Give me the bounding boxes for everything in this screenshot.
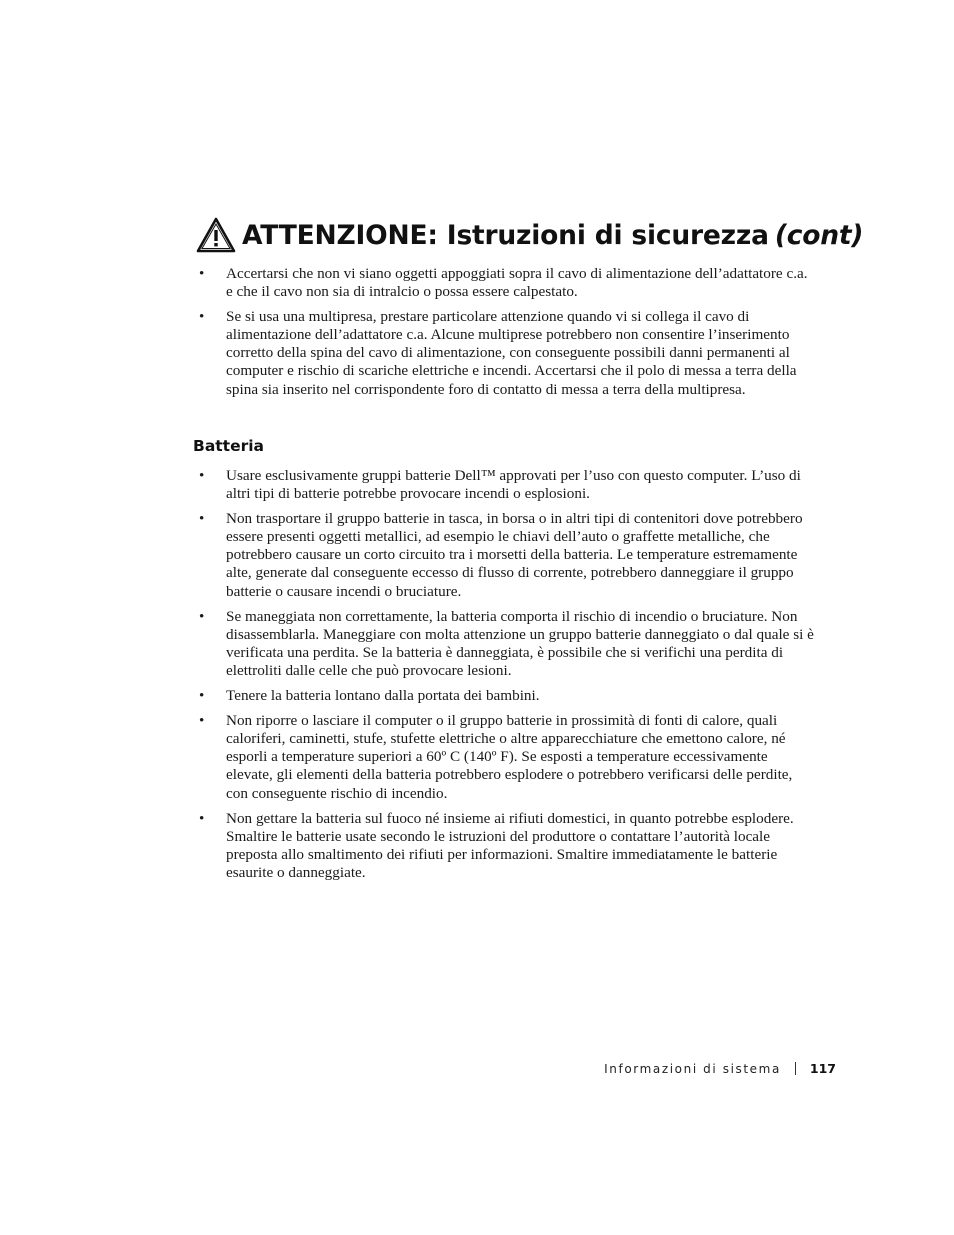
bullet-icon: • (199, 510, 205, 528)
section-heading-batteria: Batteria (193, 437, 265, 455)
list-item: • Non trasportare il gruppo batterie in tasca, in borsa o in altri tipi di contenitori dove potrebbero essere presenti oggetti metallici, ad esempio le chiavi dell’auto o graffette metalliche, che potrebbero causare un corto circuito tra i morsetti della batteria. Le temperature estremamente alte, generate dal conseguente eccesso di flusso di corrente, potrebbero danneggiare il gruppo batterie o causare incendi o bruciature. (199, 510, 803, 600)
page-footer (604, 1061, 836, 1076)
bullet-icon: • (199, 809, 205, 827)
safety-list-power (199, 265, 814, 406)
page-title (196, 217, 863, 253)
list-item: • Se maneggiata non correttamente, la batteria comporta il rischio di incendio o bruciature. Non disassemblarla. Maneggiare con molta attenzione un gruppo batterie danneggiato o dal quale si è verificata una perdita. Se la batteria è danneggiata, è possibile che si verifichi una perdita di elettroliti dalle celle che può provocare lesioni. (199, 607, 814, 679)
footer-divider (795, 1062, 796, 1075)
list-item: • Non riporre o lasciare il computer o il gruppo batterie in prossimità di fonti di calore, quali caloriferi, caminetti, stufe, stufette elettriche o altre apparecchiature che emettono calore, né esporli a temperature superiori a 60º C (140º F). Se esposti a temperature eccessivamente elevate, gli elementi della batteria potrebbero esplodere o potrebbero verificarsi delle perdite, con conseguente rischio di incendio. (199, 712, 793, 802)
bullet-icon: • (199, 607, 205, 625)
bullet-icon: • (199, 265, 205, 282)
page-number: 117 (809, 1061, 836, 1076)
title-main: ATTENZIONE: Istruzioni di sicurezza (242, 219, 769, 251)
safety-list-battery (199, 467, 814, 889)
bullet-icon: • (199, 467, 205, 484)
list-item: • Accertarsi che non vi siano oggetti appoggiati sopra il cavo di alimentazione dell’adattatore c.a. e che il cavo non sia di intralcio o possa essere calpestato. (199, 265, 808, 301)
bullet-icon: • (199, 308, 205, 326)
bullet-icon: • (199, 712, 205, 730)
title-cont: (cont) (774, 219, 864, 251)
footer-section-name: Informazioni di sistema (604, 1061, 781, 1076)
list-item: • Non gettare la batteria sul fuoco né insieme ai rifiuti domestici, in quanto potrebbe esplodere. Smaltire le batterie usate secondo le istruzioni del produttore o contattare l’autorità locale preposta allo smaltimento dei rifiuti per informazioni. Smaltire immediatamente le batterie esaurite o danneggiate. (199, 809, 794, 881)
list-item: • Se si usa una multipresa, prestare particolare attenzione quando vi si collega il cavo di alimentazione dell’adattatore c.a. Alcune multiprese potrebbero non consentire l’inserimento corretto della spina del cavo di alimentazione, con conseguente possibili danni permanenti al computer e rischio di scariche elettriche e incendi. Accertarsi che il polo di messa a terra della spina sia inserito nel corrispondente foro di contatto di messa a terra della multipresa. (199, 308, 797, 398)
list-item: • Usare esclusivamente gruppi batterie Dell™ approvati per l’uso con questo computer. L’uso di altri tipi di batterie potrebbe provocare incendi o esplosioni. (199, 467, 801, 503)
bullet-icon: • (199, 687, 205, 705)
list-item: • Tenere la batteria lontano dalla portata dei bambini. (199, 687, 540, 705)
warning-triangle-icon (196, 217, 236, 253)
